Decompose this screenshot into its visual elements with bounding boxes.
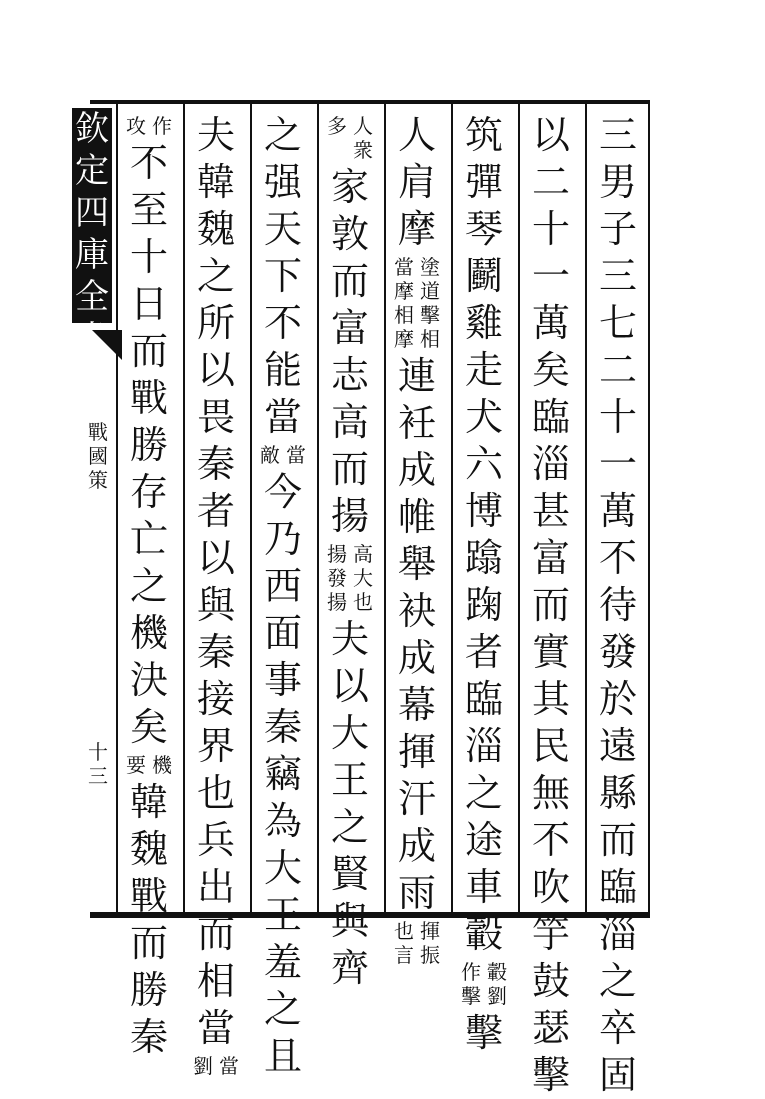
note-line: 轂 劉: [487, 960, 507, 1008]
main-char: 成: [397, 448, 436, 492]
main-char: 大: [263, 846, 302, 890]
main-char: 筑: [464, 113, 503, 157]
main-char: 秦: [196, 442, 235, 486]
main-char: 雨: [397, 871, 436, 915]
main-char: 帷: [397, 495, 436, 539]
main-char: 鼓: [531, 959, 570, 1003]
main-char: 淄: [598, 912, 637, 956]
main-char: 幕: [397, 683, 436, 727]
main-char: 人: [397, 113, 436, 157]
main-char: 志: [330, 353, 369, 397]
glyph: 庫: [75, 235, 109, 275]
main-char: 三: [598, 254, 637, 298]
glyph: 戰: [88, 420, 108, 444]
commentary-note: [192, 1054, 240, 1078]
main-char: 十: [598, 395, 637, 439]
main-char: 能: [263, 348, 302, 392]
main-char: 男: [598, 160, 637, 204]
main-char: 勝: [129, 423, 168, 467]
page-number: [86, 740, 110, 788]
main-char: 兵: [196, 818, 235, 862]
column-rule: [250, 102, 252, 914]
text-column-4: [387, 112, 447, 967]
main-char: 萬: [531, 301, 570, 345]
main-char: 彈: [464, 160, 503, 204]
main-char: 縣: [598, 771, 637, 815]
column-rule: [116, 102, 118, 914]
main-char: 矣: [531, 348, 570, 392]
main-char: 王: [263, 893, 302, 937]
main-char: 所: [196, 301, 235, 345]
main-char: 汗: [397, 777, 436, 821]
main-char: 以: [531, 113, 570, 157]
main-char: 戰: [129, 874, 168, 918]
main-char: 摩: [397, 207, 436, 251]
main-char: 事: [263, 658, 302, 702]
column-rule: [451, 102, 453, 914]
main-char: 十: [531, 207, 570, 251]
main-char: 揮: [397, 730, 436, 774]
top-rule: [90, 100, 650, 104]
text-column-7: [186, 112, 246, 1078]
main-char: 齊: [330, 946, 369, 990]
note-line: 機: [152, 753, 172, 777]
main-char: 袂: [397, 589, 436, 633]
main-char: 而: [129, 329, 168, 373]
glyph: 十: [88, 740, 108, 764]
column-rule: [648, 102, 650, 914]
glyph: 三: [88, 764, 108, 788]
main-char: 面: [263, 611, 302, 655]
main-char: 肩: [397, 160, 436, 204]
note-line: 當: [219, 1054, 239, 1078]
main-char: 固: [598, 1053, 637, 1097]
main-char: 一: [531, 254, 570, 298]
main-char: 車: [464, 865, 503, 909]
main-char: 擊: [464, 1011, 503, 1055]
main-char: 竊: [263, 752, 302, 796]
commentary-note: [393, 919, 441, 967]
main-char: 揚: [330, 494, 369, 538]
main-char: 途: [464, 818, 503, 862]
main-char: 韓: [196, 160, 235, 204]
note-line: 當 摩 相 摩: [394, 255, 414, 351]
column-rule: [518, 102, 520, 914]
main-char: 而: [129, 921, 168, 965]
main-char: 卒: [598, 1006, 637, 1050]
main-char: 而: [196, 912, 235, 956]
main-char: 以: [196, 348, 235, 392]
note-line: 要: [126, 753, 146, 777]
glyph: 國: [88, 444, 108, 468]
main-char: 出: [196, 865, 235, 909]
main-char: 且: [263, 1034, 302, 1078]
main-char: 臨: [531, 395, 570, 439]
main-char: 決: [129, 658, 168, 702]
text-column-6: [253, 112, 313, 1078]
main-char: 賢: [330, 852, 369, 896]
main-char: 秦: [129, 1015, 168, 1059]
commentary-note: [125, 753, 173, 777]
main-char: 臨: [464, 677, 503, 721]
main-char: 與: [196, 583, 235, 627]
main-char: 成: [397, 824, 436, 868]
main-char: 其: [531, 677, 570, 721]
main-char: 而: [598, 818, 637, 862]
main-char: 機: [129, 611, 168, 655]
main-char: 戰: [129, 376, 168, 420]
main-char: 二: [531, 160, 570, 204]
main-char: 舉: [397, 542, 436, 586]
glyph: 書: [75, 319, 109, 359]
main-char: 甚: [531, 489, 570, 533]
text-column-3: [454, 112, 514, 1055]
main-char: 為: [263, 799, 302, 843]
main-char: 淄: [464, 724, 503, 768]
commentary-note: [125, 114, 173, 138]
main-char: 十: [129, 235, 168, 279]
commentary-note: [326, 114, 374, 162]
main-char: 待: [598, 583, 637, 627]
column-rule: [585, 102, 587, 914]
text-column-2: [521, 112, 581, 1097]
main-char: 不: [129, 141, 168, 185]
main-char: 乃: [263, 517, 302, 561]
glyph: 定: [75, 151, 109, 191]
main-char: 富: [531, 536, 570, 580]
main-char: 一: [598, 442, 637, 486]
note-line: 作: [152, 114, 172, 138]
main-char: 敦: [330, 212, 369, 256]
main-char: 蹹: [464, 536, 503, 580]
main-char: 魏: [129, 827, 168, 871]
text-column-5: [320, 112, 380, 990]
note-line: 多: [327, 114, 347, 138]
main-char: 至: [129, 188, 168, 232]
main-char: 魏: [196, 207, 235, 251]
main-char: 當: [196, 1006, 235, 1050]
main-char: 而: [531, 583, 570, 627]
main-char: 接: [196, 677, 235, 721]
main-char: 遠: [598, 724, 637, 768]
main-char: 韓: [129, 780, 168, 824]
main-char: 琴: [464, 207, 503, 251]
main-char: 雞: [464, 301, 503, 345]
main-char: 竽: [531, 912, 570, 956]
glyph: 欽: [75, 109, 109, 149]
main-char: 勝: [129, 968, 168, 1012]
main-char: 存: [129, 470, 168, 514]
main-char: 臨: [598, 865, 637, 909]
main-char: 界: [196, 724, 235, 768]
main-char: 王: [330, 758, 369, 802]
main-char: 民: [531, 724, 570, 768]
main-char: 以: [196, 536, 235, 580]
main-char: 也: [196, 771, 235, 815]
main-char: 之: [263, 113, 302, 157]
main-char: 之: [598, 959, 637, 1003]
main-char: 二: [598, 348, 637, 392]
main-char: 矣: [129, 705, 168, 749]
main-char: 成: [397, 636, 436, 680]
main-char: 者: [464, 630, 503, 674]
fish-tail-mark: [92, 330, 122, 360]
main-char: 相: [196, 959, 235, 1003]
main-char: 而: [330, 447, 369, 491]
column-rule: [317, 102, 319, 914]
main-char: 瑟: [531, 1006, 570, 1050]
main-char: 富: [330, 306, 369, 350]
note-line: 揚 發 揚: [327, 542, 347, 614]
commentary-note: [460, 960, 508, 1008]
main-char: 子: [598, 207, 637, 251]
main-char: 犬: [464, 395, 503, 439]
main-char: 畏: [196, 395, 235, 439]
main-char: 實: [531, 630, 570, 674]
main-char: 之: [330, 805, 369, 849]
main-char: 不: [598, 536, 637, 580]
main-char: 而: [330, 259, 369, 303]
note-line: 也 言: [394, 919, 414, 967]
column-rule: [384, 102, 386, 914]
main-char: 六: [464, 442, 503, 486]
main-char: 轂: [464, 912, 503, 956]
main-char: 之: [263, 987, 302, 1031]
main-char: 下: [263, 254, 302, 298]
main-char: 强: [263, 160, 302, 204]
main-char: 今: [263, 470, 302, 514]
commentary-note: [393, 255, 441, 351]
main-char: 衽: [397, 401, 436, 445]
main-char: 亡: [129, 517, 168, 561]
main-char: 家: [330, 165, 369, 209]
main-char: 夫: [330, 617, 369, 661]
main-char: 西: [263, 564, 302, 608]
commentary-note: [259, 443, 307, 467]
book-title: [72, 108, 112, 359]
main-char: 天: [263, 207, 302, 251]
text-column-8: [119, 112, 179, 1059]
main-char: 博: [464, 489, 503, 533]
commentary-note: [326, 542, 374, 614]
glyph: 全: [75, 277, 109, 317]
main-char: 萬: [598, 489, 637, 533]
text-column-1: [588, 112, 648, 1097]
main-char: 秦: [196, 630, 235, 674]
main-char: 之: [196, 254, 235, 298]
note-line: 攻: [126, 114, 146, 138]
main-char: 秦: [263, 705, 302, 749]
main-char: 羞: [263, 940, 302, 984]
main-char: 者: [196, 489, 235, 533]
main-char: 連: [397, 354, 436, 398]
column-rule: [183, 102, 185, 914]
note-line: 劉: [193, 1054, 213, 1078]
note-line: 高 大 也: [353, 542, 373, 614]
main-char: 之: [129, 564, 168, 608]
main-char: 於: [598, 677, 637, 721]
main-char: 走: [464, 348, 503, 392]
note-line: 敵: [260, 443, 280, 467]
main-char: 三: [598, 113, 637, 157]
main-char: 擊: [531, 1053, 570, 1097]
main-char: 與: [330, 899, 369, 943]
main-char: 發: [598, 630, 637, 674]
main-char: 無: [531, 771, 570, 815]
glyph: 四: [75, 193, 109, 233]
main-char: 當: [263, 395, 302, 439]
main-char: 以: [330, 664, 369, 708]
main-char: 日: [129, 282, 168, 326]
main-char: 之: [464, 771, 503, 815]
main-char: 淄: [531, 442, 570, 486]
main-char: 鬬: [464, 254, 503, 298]
note-line: 人 衆: [353, 114, 373, 162]
main-char: 踘: [464, 583, 503, 627]
main-char: 夫: [196, 113, 235, 157]
glyph: 策: [88, 468, 108, 492]
note-line: 揮 振: [420, 919, 440, 967]
main-char: 七: [598, 301, 637, 345]
note-line: 塗 道 擊 相: [420, 255, 440, 351]
main-char: 吹: [531, 865, 570, 909]
section-name: [86, 420, 110, 492]
main-char: 不: [531, 818, 570, 862]
main-char: 高: [330, 400, 369, 444]
note-line: 作 擊: [461, 960, 481, 1008]
note-line: 當: [286, 443, 306, 467]
main-char: 大: [330, 711, 369, 755]
main-char: 不: [263, 301, 302, 345]
